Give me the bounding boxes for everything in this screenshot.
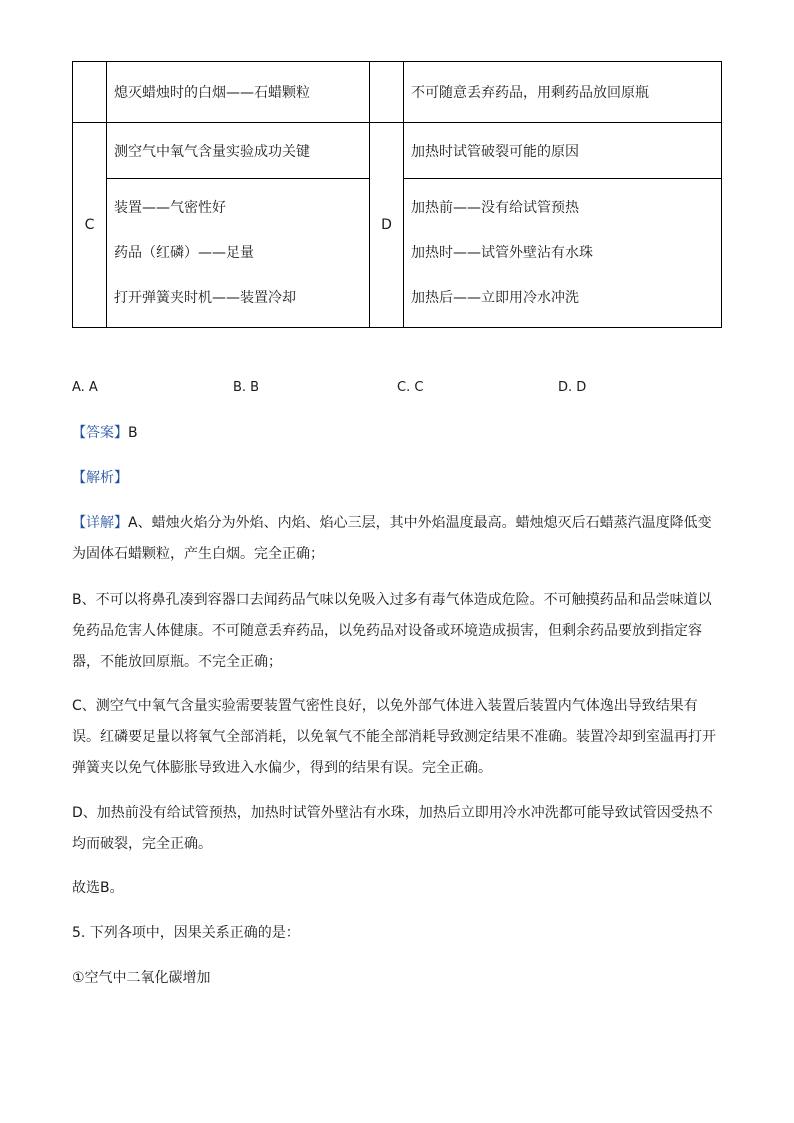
detail-a (72, 508, 722, 570)
table-cell-lines (404, 179, 722, 328)
options-table (72, 61, 722, 328)
option-label-c: C (73, 123, 107, 328)
conclusion: 故选B。 (72, 880, 124, 896)
question-5-item-1: ①空气中二氧化碳增加 (72, 970, 211, 986)
detail-c: C、测空气中氧气含量实验需要装置气密性良好，以免外部气体进入装置后装置内气体逸出导致结果有误。红磷要足量以将氧气全部消耗，以免氧气不能全部消耗导致测定结果不准确。装置冷却到室温再打开弹簧夹以免气体膨胀导致进入水偏少，得到的结果有误。完全正确。 (72, 698, 716, 776)
detail-b: B、不可以将鼻孔凑到容器口去闻药品气味以免吸入过多有毒气体造成危险。不可触摸药品和品尝味道以免药品危害人体健康。不可随意丢弃药品，以免药品对设备或环境造成损害，但剩余药品要放到指定容器，不能放回原瓶。不完全正确； (72, 592, 712, 670)
option-d: D. D (558, 380, 587, 395)
answer-line (72, 418, 722, 449)
table-cell: 不可随意丢弃药品，用剩药品放回原瓶 (404, 62, 722, 123)
option-label-d: D (370, 123, 404, 328)
table-cell-lines (107, 179, 370, 328)
line-item: 加热前——没有给试管预热 (411, 199, 579, 216)
line-item: 加热时——试管外壁沾有水珠 (411, 244, 593, 261)
table-cell-label (73, 62, 107, 123)
option-b: B. B (233, 380, 260, 395)
table-row (73, 62, 722, 123)
answer-label: 【答案】 (72, 425, 128, 441)
option-c: C. C (397, 380, 424, 395)
table-cell-label (370, 62, 404, 123)
line-item: 装置——气密性好 (114, 199, 226, 216)
answer-options (72, 380, 772, 400)
answer-value: B (128, 425, 138, 441)
analysis-label: 【解析】 (72, 470, 128, 486)
table-cell: 熄灭蜡烛时的白烟——石蜡颗粒 (107, 62, 370, 123)
line-item: 药品（红磷）——足量 (114, 244, 254, 261)
line-item: 打开弹簧夹时机——装置冷却 (114, 289, 296, 306)
table-row (73, 123, 722, 179)
option-a: A. A (72, 380, 98, 395)
table-cell-title: 测空气中氧气含量实验成功关键 (107, 123, 370, 179)
detail-a-text: A、蜡烛火焰分为外焰、内焰、焰心三层，其中外焰温度最高。蜡烛熄灭后石蜡蒸汽温度降低变为固体石蜡颗粒，产生白烟。完全正确； (72, 515, 712, 562)
line-item: 加热后——立即用冷水冲洗 (411, 289, 579, 306)
table-cell-title: 加热时试管破裂可能的原因 (404, 123, 722, 179)
detail-label: 【详解】 (72, 515, 128, 531)
question-5-stem: 5. 下列各项中，因果关系正确的是： (72, 925, 300, 941)
detail-d: D、加热前没有给试管预热，加热时试管外壁沾有水珠，加热后立即用冷水冲洗都可能导致试管因受热不均而破裂，完全正确。 (72, 805, 713, 852)
